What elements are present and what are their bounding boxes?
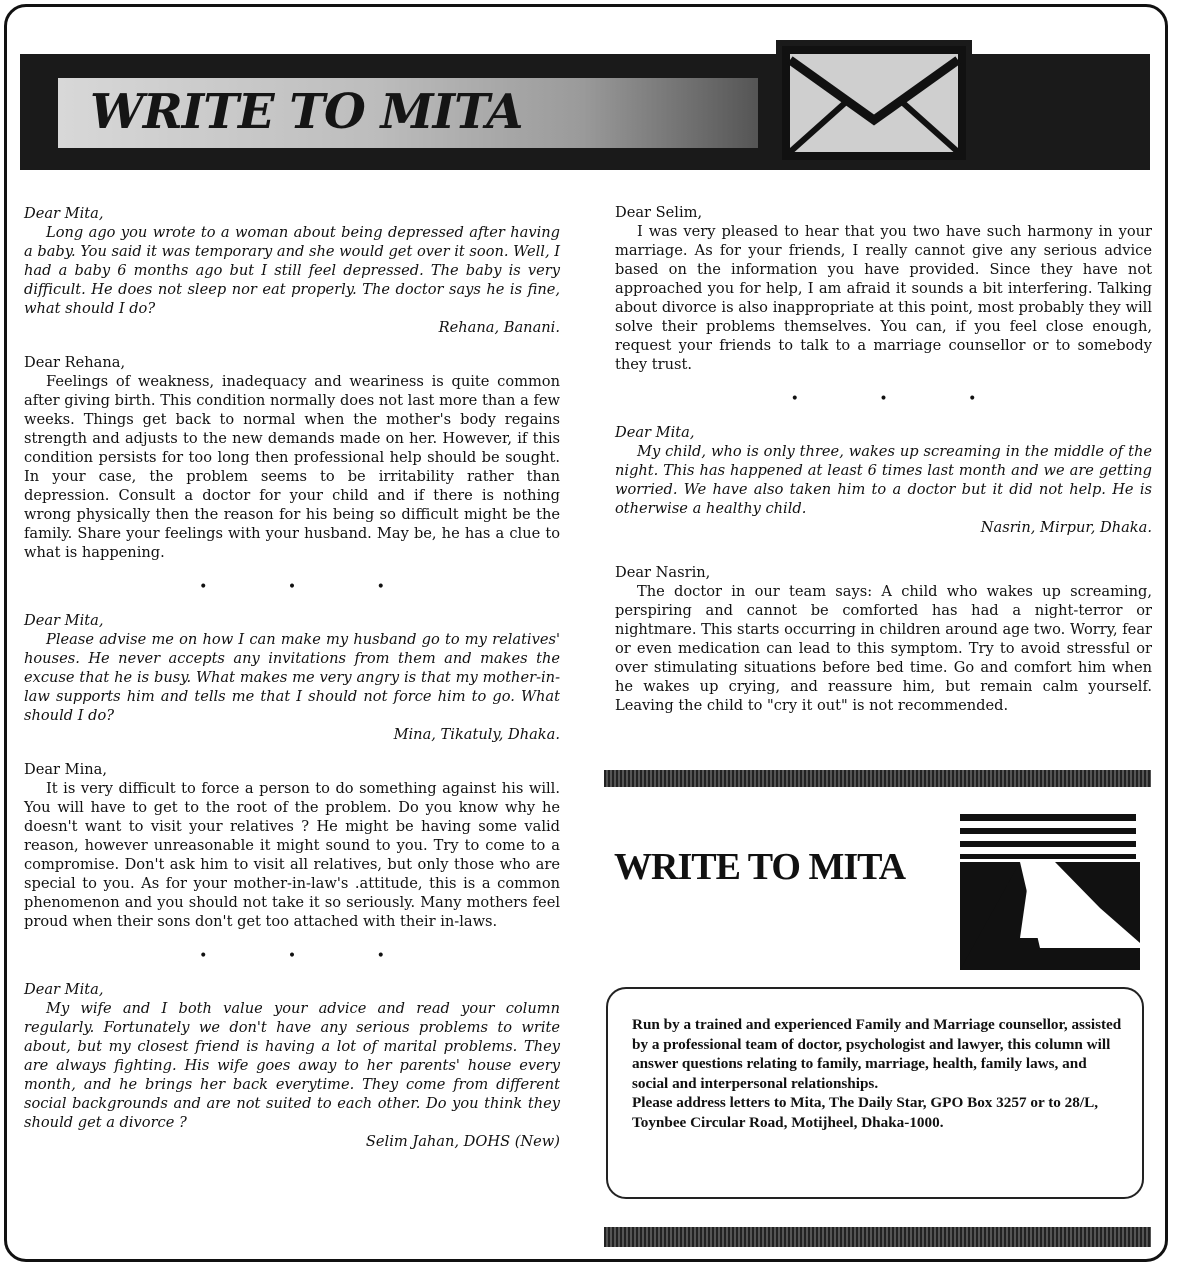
reply-greeting: Dear Rehana,: [24, 354, 126, 371]
letter-signature: Selim Jahan, DOHS (New): [365, 1133, 560, 1150]
letter-signature: Nasrin, Mirpur, Dhaka.: [980, 519, 1152, 536]
separator-dots: • • •: [199, 948, 423, 964]
reply-body: The doctor in our team says: A child who wakes up screaming, perspiring and cannot be comforted has had a night-terror or nightmare. This starts occurring in children around age two. Worry, fear or even medication can lead to this symptom. Try to avoid stressful or over stimulating situations before bed time. Go and comfort him when he wakes up crying, and reassure him, but remain calm yourself. Leaving the child to "cry it out" is not recommended.: [615, 583, 1152, 714]
reply-greeting: Dear Nasrin,: [615, 564, 711, 581]
mita-logo-icon: [960, 808, 1142, 970]
letter-rehana: [24, 204, 560, 337]
letter-signature: Rehana, Banani.: [438, 319, 560, 336]
reply-rehana: [24, 353, 560, 562]
separator-dots: • • •: [790, 391, 1015, 407]
letter-greeting: Dear Mita,: [24, 981, 104, 998]
letter-signature: Mina, Tikatuly, Dhaka.: [393, 726, 560, 743]
header-banner: [20, 54, 1150, 170]
letter-body: Long ago you wrote to a woman about being depressed after having a baby. You said it was temporary and she would get over it soon. Well, I had a baby 6 months ago but I still feel depressed. The baby is very difficult. He does not sleep nor eat properly. The doctor says he is fine, what should I do?: [24, 224, 560, 317]
letter-body: My wife and I both value your advice and read your column regularly. Fortunately we don't have any serious problems to write about, but my closest friend is having a lot of marital problems. They are always fighting. His wife goes away to her parents' house every month, and he brings her back everytime. They come from different social backgrounds and are not suited to each other. Do you think they should get a divorce ?: [24, 1000, 560, 1131]
letter-greeting: Dear Mita,: [24, 612, 104, 629]
divider-bar: [604, 770, 1151, 787]
letter-mina: [24, 611, 560, 744]
promo-address: Please address letters to Mita, The Daily Star, GPO Box 3257 or to 28/L, Toynbee Circular Road, Motijheel, Dhaka-1000.: [632, 1094, 1098, 1131]
reply-greeting: Dear Mina,: [24, 761, 108, 778]
letter-selim: [24, 980, 560, 1151]
info-box: [606, 987, 1144, 1199]
reply-mina: [24, 760, 560, 931]
reply-body: I was very pleased to hear that you two have such harmony in your marriage. As for your friends, I really cannot give any serious advice based on the information you have provided. Since they have not approached you for help, I am afraid it sounds a bit interfering. Talking about divorce is also inappropriate at this point, most probably they will solve their problems themselves. You can, if you feel close enough, request your friends to talk to a marriage counsellor or to somebody they trust.: [615, 223, 1152, 373]
separator-dots: • • •: [199, 579, 423, 595]
envelope-icon: [772, 36, 976, 170]
page-title: WRITE TO MITA: [90, 84, 523, 140]
divider-bar: [604, 1227, 1151, 1247]
letter-body: My child, who is only three, wakes up screaming in the middle of the night. This has happened at least 6 times last month and we are getting worried. We have also taken him to a doctor but it did not help. He is otherwise a healthy child.: [615, 443, 1152, 517]
reply-nasrin: [615, 563, 1152, 715]
right-column: [615, 203, 1152, 715]
letter-greeting: Dear Mita,: [615, 424, 695, 441]
promo-title: WRITE TO MITA: [614, 846, 906, 888]
letter-body: Please advise me on how I can make my husband go to my relatives' houses. He never accepts any invitations from them and makes the excuse that he is busy. What makes me very angry is that my mother-in-law supports him and tells me that I should not force him to go. What should I do?: [24, 631, 560, 724]
promo-description: Run by a trained and experienced Family and Marriage counsellor, assisted by a professional team of doctor, psychologist and lawyer, this column will answer questions relating to family, marriage, health, family laws, and social and interpersonal relationships.: [632, 1016, 1122, 1092]
letter-nasrin: [615, 423, 1152, 537]
reply-body: It is very difficult to force a person to do something against his will. You will have to get to the root of the problem. Do you know why he doesn't want to visit your relatives ? He might be having some valid reason, however unreasonable it might sound to you. Try to come to a compromise. Don't ask him to visit all relatives, but only those who are special to you. As for your mother-in-law's .attitude, this is a common phenomenon and you should not take it so seriously. Many mothers feel proud when their sons don't get too attached with their in-laws.: [24, 780, 560, 930]
left-column: [24, 204, 560, 1151]
letter-greeting: Dear Mita,: [24, 205, 104, 222]
reply-greeting: Dear Selim,: [615, 204, 703, 221]
reply-selim: [615, 203, 1152, 374]
reply-body: Feelings of weakness, inadequacy and weariness is quite common after giving birth. This condition normally does not last more than a few weeks. Things get back to normal when the mother's body regains strength and adjusts to the new demands made on her. However, if this condition persists for too long then professional help should be sought. In your case, the problem seems to be irritability rather than depression. Consult a doctor for your child and if there is nothing wrong physically then the reason for his being so difficult might be the family. Share your feelings with your husband. May be, he has a clue to what is happening.: [24, 373, 560, 561]
